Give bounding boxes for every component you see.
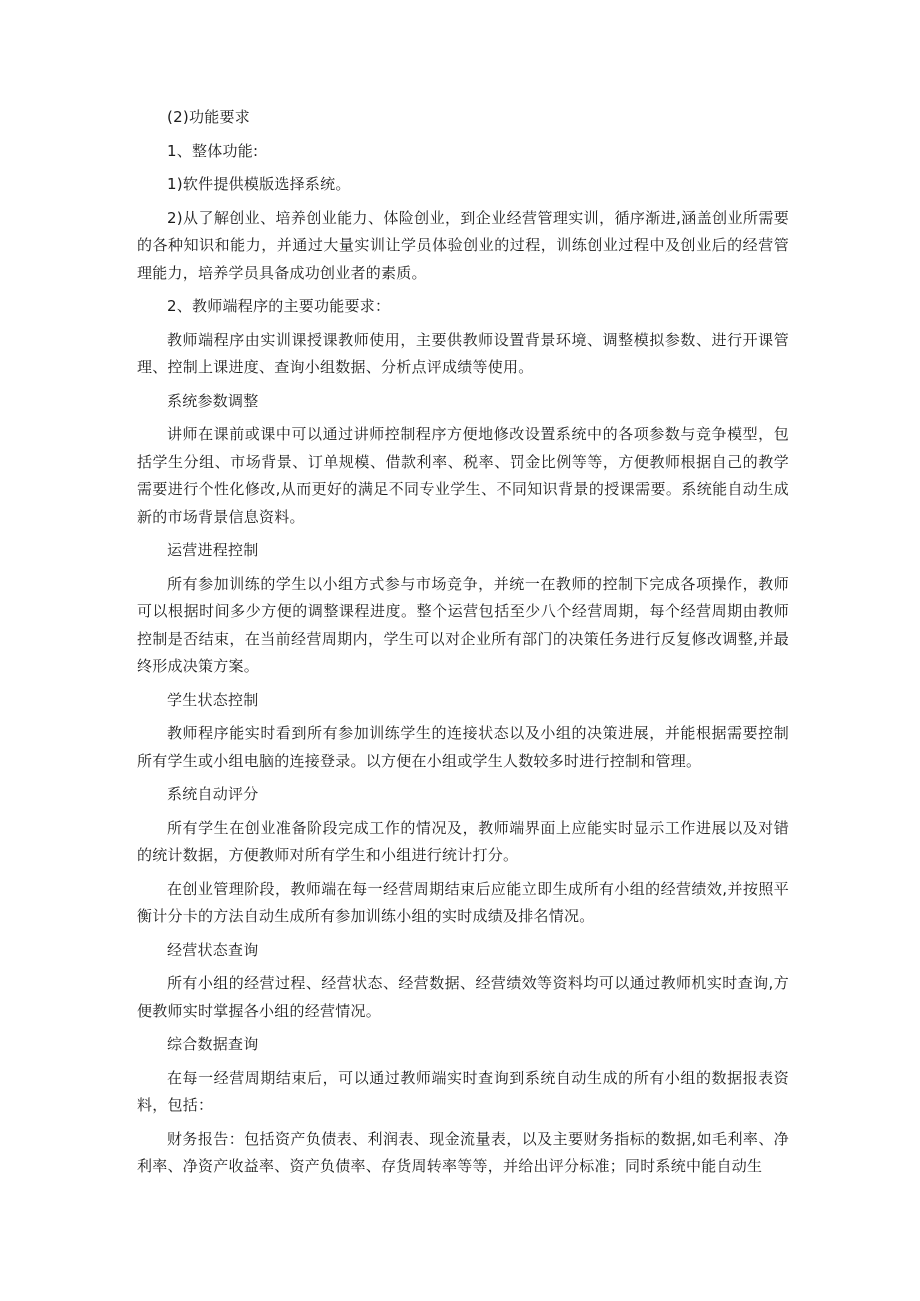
document-body — [137, 104, 789, 1181]
list-item-template-selection: 1)软件提供模版选择系统。 — [167, 175, 351, 193]
subheading-system-parameters: 系统参数调整 — [167, 391, 259, 410]
subheading-auto-scoring: 系统自动评分 — [167, 785, 259, 803]
paragraph-auto-scoring-management: 在创业管理阶段，教师端在每一经营周期结束后应能立即生成所有小组的经营绩效,并按照平衡计分卡的方法自动生成所有参加训练小组的实时成绩及排名情况。 — [137, 879, 789, 925]
subheading-operation-control: 运营进程控制 — [167, 541, 259, 559]
subheading-operation-query: 经营状态查询 — [167, 940, 259, 959]
paragraph-teacher-program-usage: 教师端程序由实训课授课教师使用，主要供教师设置背景环境、调整模拟参数、进行开课管理、控制上课进度、查询小组数据、分析点评成绩等使用。 — [137, 330, 789, 376]
paragraph-data-query: 在每一经营周期结束后，可以通过教师端实时查询到系统自动生成的所有小组的数据报表资料，包括： — [137, 1068, 789, 1114]
list-item-entrepreneurship-training: 2)从了解创业、培养创业能力、体险创业，到企业经营管理实训，循序渐进,涵盖创业所需要的各种知识和能力，并通过大量实训让学员体验创业的过程，训练创业过程中及创业后的经营管理能力，培养学员具备成功创业者的素质。 — [137, 208, 789, 282]
subheading-overall-function: 1、整体功能: — [167, 141, 259, 160]
paragraph-system-parameters: 讲师在课前或课中可以通过讲师控制程序方便地修改设置系统中的各项参数与竞争模型，包括学生分组、市场背景、订单规模、借款利率、税率、罚金比例等等，方便教师根据自己的教学需要进行个性化修改,从而更好的满足不同专业学生、不同知识背景的授课需要。系统能自动生成新的市场背景信息资料。 — [137, 425, 789, 526]
paragraph-operation-query: 所有小组的经营过程、经营状态、经营数据、经营绩效等资料均可以通过教师机实时查询,方便教师实时掌握各小组的经营情况。 — [137, 974, 789, 1020]
subheading-student-status: 学生状态控制 — [167, 690, 259, 709]
section-heading-function-requirements: (2)功能要求 — [167, 108, 250, 126]
paragraph-student-status: 教师程序能实时看到所有参加训练学生的连接状态以及小组的决策进展，并能根据需要控制所有学生或小组电脑的连接登录。以方便在小组或学生人数较多时进行控制和管理。 — [137, 724, 789, 770]
subheading-teacher-program: 2、教师端程序的主要功能要求： — [167, 297, 391, 315]
paragraph-auto-scoring-preparation: 所有学生在创业准备阶段完成工作的情况及，教师端界面上应能实时显示工作进展以及对错的统计数据，方便教师对所有学生和小组进行统计打分。 — [137, 818, 789, 864]
paragraph-financial-report: 财务报告：包括资产负债表、利润表、现金流量表，以及主要财务指标的数据,如毛利率、净利率、净资产收益率、资产负债率、存货周转率等等，并给出评分标准；同时系统中能自动生 — [137, 1129, 789, 1175]
paragraph-operation-control: 所有参加训练的学生以小组方式参与市场竞争，并统一在教师的控制下完成各项操作，教师可以根据时间多少方便的调整课程进度。整个运营包括至少八个经营周期，每个经营周期由教师控制是否结束，在当前经营周期内，学生可以对企业所有部门的决策任务进行反复修改调整,并最终形成决策方案。 — [137, 574, 789, 675]
subheading-data-query: 综合数据查询 — [167, 1035, 259, 1053]
